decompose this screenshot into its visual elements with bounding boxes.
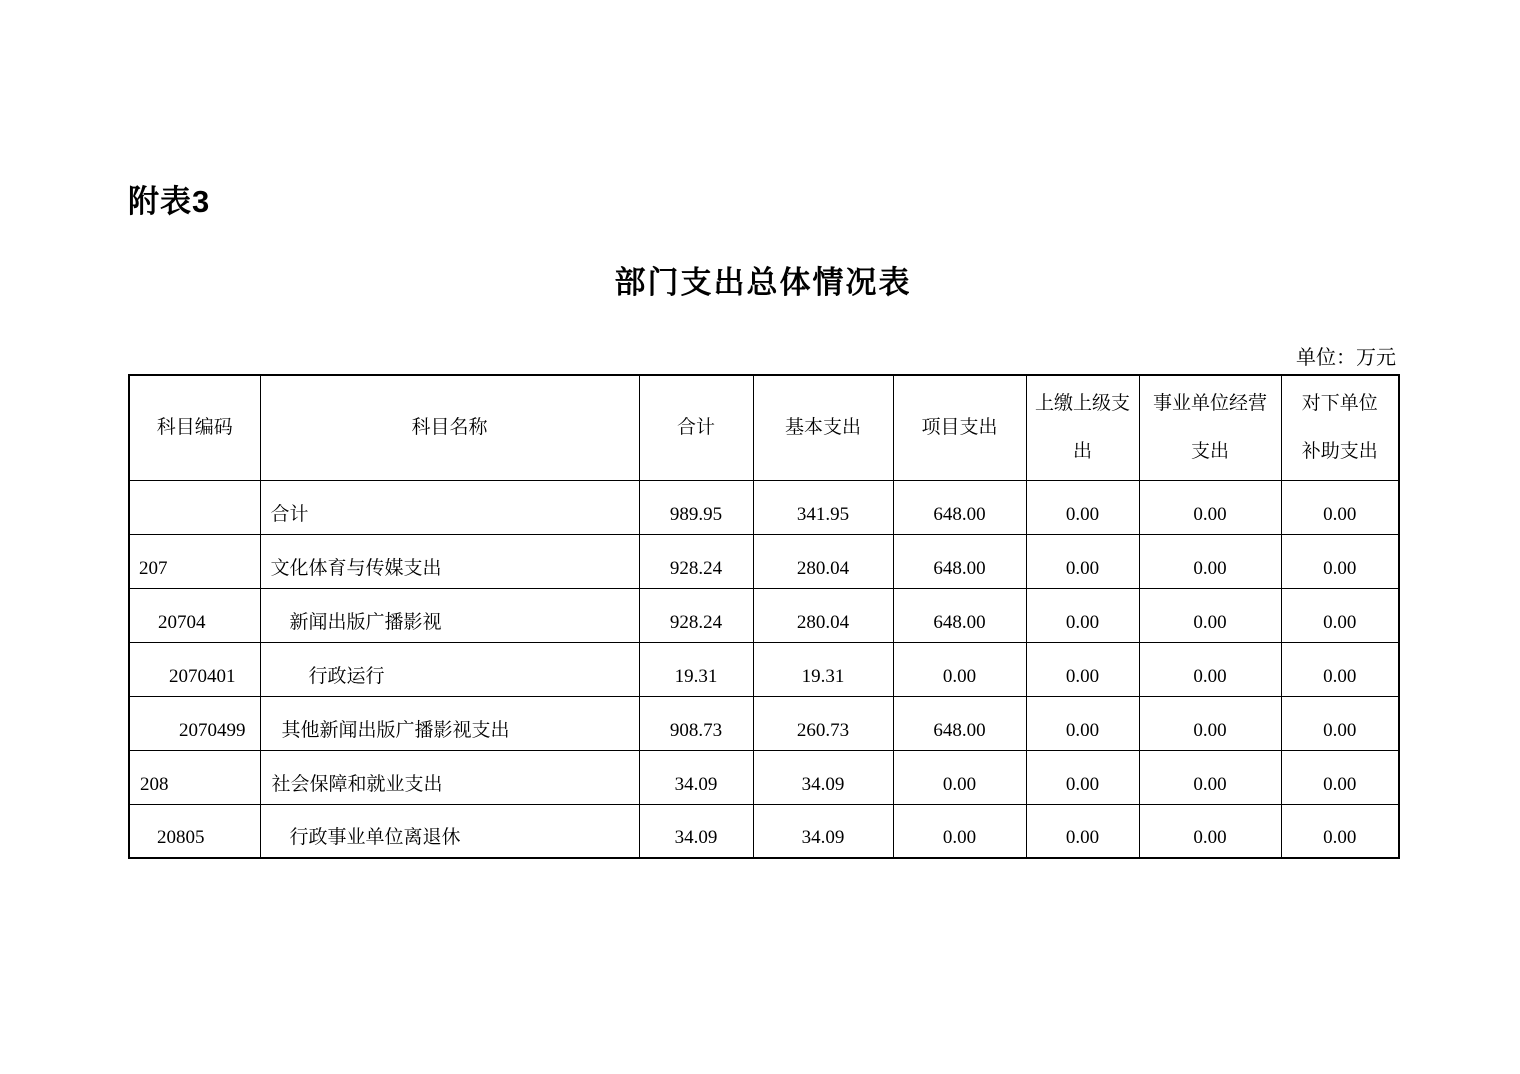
value-cell-basic-expenditure: 34.09 [753, 804, 893, 858]
subject-name-cell: 新闻出版广播影视 [260, 588, 639, 642]
header-label: 对下单位 [1301, 392, 1378, 414]
value-cell-subsidy-to-subordinates: 0.00 [1281, 480, 1399, 534]
table-row [129, 588, 1399, 642]
expenditure-table [128, 374, 1400, 859]
value-cell-project-expenditure: 0.00 [893, 804, 1026, 858]
table-body [129, 480, 1399, 858]
subject-code-cell: 2070499 [129, 696, 260, 750]
value-cell-upward-payment: 0.00 [1026, 480, 1139, 534]
value-cell-project-expenditure: 648.00 [893, 588, 1026, 642]
header-label: 合计 [676, 416, 715, 438]
header-cell-subject-name [260, 375, 639, 480]
header-cell-upward-payment [1026, 375, 1139, 480]
value-cell-basic-expenditure: 341.95 [753, 480, 893, 534]
unit-note: 单位：万元 [1296, 347, 1396, 369]
header-cell-basic-expenditure [753, 375, 893, 480]
value-cell-operating-expenditure: 0.00 [1139, 804, 1281, 858]
header-label: 科目编码 [156, 416, 233, 438]
value-cell-operating-expenditure: 0.00 [1139, 750, 1281, 804]
subject-code-cell: 20704 [129, 588, 260, 642]
header-label: 上缴上级支 [1034, 392, 1130, 414]
value-cell-subsidy-to-subordinates: 0.00 [1281, 696, 1399, 750]
value-cell-total: 34.09 [639, 804, 753, 858]
subject-name-cell: 文化体育与传媒支出 [260, 534, 639, 588]
subject-name-cell: 行政事业单位离退休 [260, 804, 639, 858]
header-cell-subsidy-to-subordinates [1281, 375, 1399, 480]
value-cell-project-expenditure: 0.00 [893, 750, 1026, 804]
subject-name-cell: 合计 [260, 480, 639, 534]
header-label: 出 [1072, 440, 1092, 462]
value-cell-subsidy-to-subordinates: 0.00 [1281, 642, 1399, 696]
subject-name-cell: 行政运行 [260, 642, 639, 696]
value-cell-project-expenditure: 648.00 [893, 534, 1026, 588]
header-cell-project-expenditure [893, 375, 1026, 480]
value-cell-operating-expenditure: 0.00 [1139, 534, 1281, 588]
value-cell-total: 928.24 [639, 534, 753, 588]
header-label: 基本支出 [784, 416, 861, 438]
value-cell-upward-payment: 0.00 [1026, 642, 1139, 696]
header-cell-subject-code [129, 375, 260, 480]
subject-code-cell: 2070401 [129, 642, 260, 696]
value-cell-subsidy-to-subordinates: 0.00 [1281, 588, 1399, 642]
table-row [129, 642, 1399, 696]
table-row [129, 750, 1399, 804]
value-cell-operating-expenditure: 0.00 [1139, 588, 1281, 642]
table-row [129, 804, 1399, 858]
value-cell-subsidy-to-subordinates: 0.00 [1281, 534, 1399, 588]
subject-code-cell [129, 480, 260, 534]
subject-name-cell: 其他新闻出版广播影视支出 [260, 696, 639, 750]
subject-code-cell: 20805 [129, 804, 260, 858]
page-title: 部门支出总体情况表 [614, 265, 912, 300]
header-label: 支出 [1190, 440, 1229, 462]
subject-name-cell: 社会保障和就业支出 [260, 750, 639, 804]
header-row [129, 375, 1399, 480]
value-cell-project-expenditure: 0.00 [893, 642, 1026, 696]
value-cell-basic-expenditure: 34.09 [753, 750, 893, 804]
value-cell-upward-payment: 0.00 [1026, 696, 1139, 750]
value-cell-operating-expenditure: 0.00 [1139, 696, 1281, 750]
value-cell-basic-expenditure: 280.04 [753, 534, 893, 588]
value-cell-total: 989.95 [639, 480, 753, 534]
value-cell-operating-expenditure: 0.00 [1139, 642, 1281, 696]
value-cell-upward-payment: 0.00 [1026, 588, 1139, 642]
header-label: 事业单位经营 [1152, 392, 1267, 414]
value-cell-subsidy-to-subordinates: 0.00 [1281, 750, 1399, 804]
header-cell-total [639, 375, 753, 480]
value-cell-project-expenditure: 648.00 [893, 696, 1026, 750]
value-cell-basic-expenditure: 280.04 [753, 588, 893, 642]
value-cell-total: 928.24 [639, 588, 753, 642]
value-cell-total: 19.31 [639, 642, 753, 696]
table-row [129, 696, 1399, 750]
table-row [129, 534, 1399, 588]
value-cell-basic-expenditure: 19.31 [753, 642, 893, 696]
value-cell-project-expenditure: 648.00 [893, 480, 1026, 534]
table-header [129, 375, 1399, 480]
subject-code-cell: 207 [129, 534, 260, 588]
table-row [129, 480, 1399, 534]
header-label: 科目名称 [411, 416, 488, 438]
value-cell-operating-expenditure: 0.00 [1139, 480, 1281, 534]
value-cell-basic-expenditure: 260.73 [753, 696, 893, 750]
value-cell-total: 908.73 [639, 696, 753, 750]
value-cell-subsidy-to-subordinates: 0.00 [1281, 804, 1399, 858]
value-cell-upward-payment: 0.00 [1026, 750, 1139, 804]
value-cell-total: 34.09 [639, 750, 753, 804]
header-label: 补助支出 [1301, 440, 1378, 462]
header-cell-operating-expenditure [1139, 375, 1281, 480]
appendix-label: 附表3 [128, 184, 211, 219]
subject-code-cell: 208 [129, 750, 260, 804]
header-label: 项目支出 [921, 416, 998, 438]
value-cell-upward-payment: 0.00 [1026, 534, 1139, 588]
value-cell-upward-payment: 0.00 [1026, 804, 1139, 858]
